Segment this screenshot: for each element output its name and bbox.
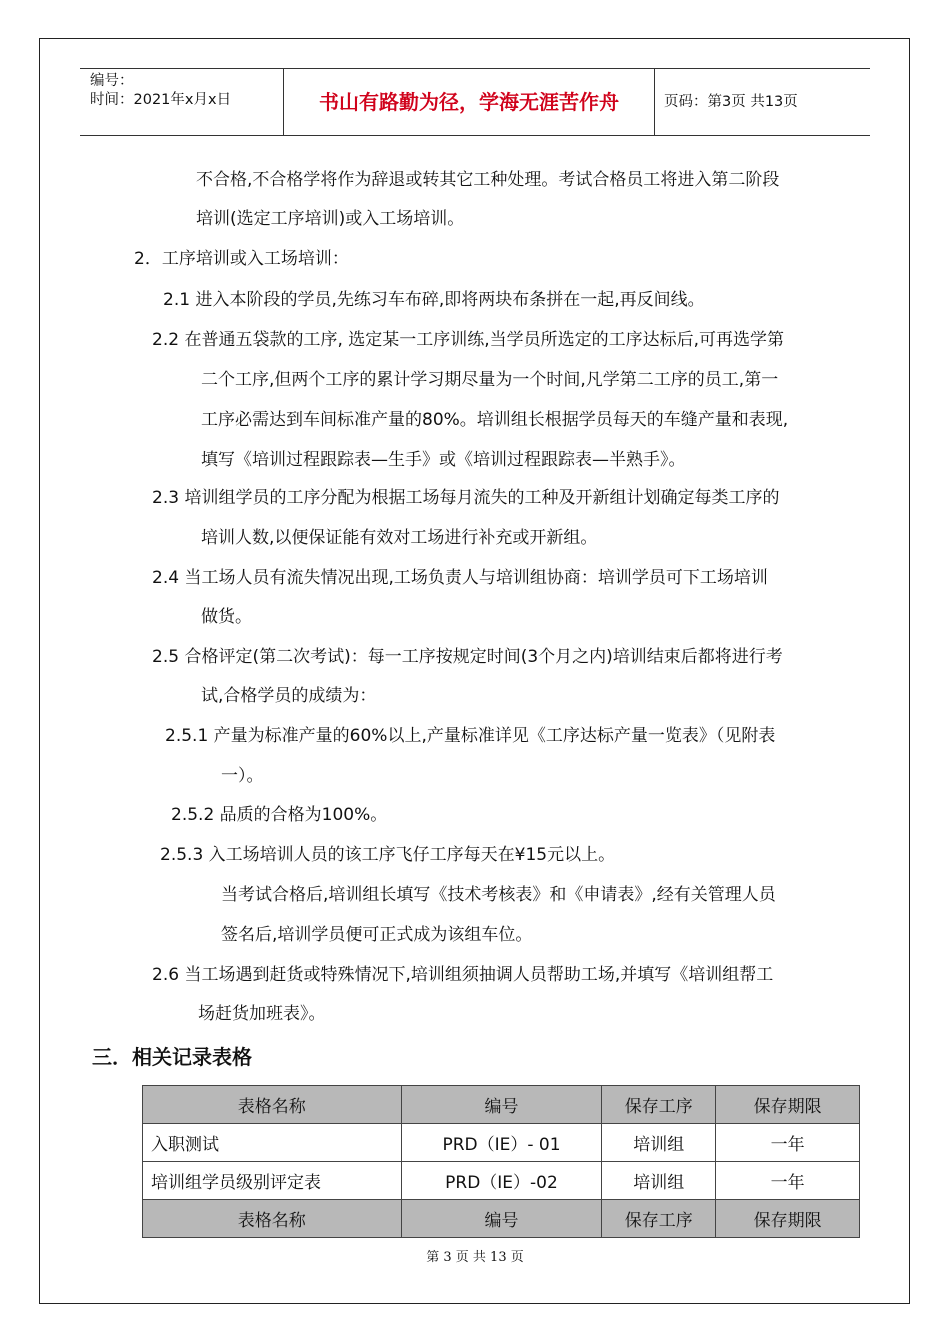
paragraph-line: 培训(选定工序培训)或入工场培训。 <box>196 209 465 229</box>
column-header: 表格名称 <box>143 1086 402 1124</box>
page-footer: 第 3 页 共 13 页 <box>426 1250 524 1265</box>
section-heading-2: 2．工序培训或入工场培训： <box>134 249 349 269</box>
column-header: 保存期限 <box>716 1086 860 1124</box>
table-cell: 一年 <box>716 1162 860 1200</box>
table-header-row <box>143 1200 860 1238</box>
paragraph-line: 做货。 <box>201 607 252 627</box>
column-header: 编号 <box>401 1200 602 1238</box>
date-label: 时间：2021年x月x日 <box>90 92 232 108</box>
table-row <box>143 1162 860 1200</box>
paragraph-line: 二个工序,但两个工序的累计学习期尽量为一个时间,凡学第二工序的员工,第一 <box>201 370 779 390</box>
paragraph-line: 签名后,培训学员便可正式成为该组车位。 <box>221 925 533 945</box>
paragraph-line: 培训人数,以便保证能有效对工场进行补充或开新组。 <box>201 528 598 548</box>
table-cell: 培训组 <box>602 1162 716 1200</box>
paragraph-line: 一）。 <box>221 766 264 786</box>
header-meta <box>80 69 283 135</box>
clause-2-5-2: 2.5.2 品质的合格为100%。 <box>171 805 388 825</box>
paragraph-line: 填写《培训过程跟踪表—生手》或《培训过程跟踪表—半熟手》。 <box>201 450 686 470</box>
clause-2-2: 2.2 在普通五袋款的工序, 选定某一工序训练,当学员所选定的工序达标后,可再选学第 <box>152 330 785 350</box>
number-label: 编号： <box>90 73 134 89</box>
table-cell: 培训组 <box>602 1124 716 1162</box>
clause-2-5-1: 2.5.1 产量为标准产量的60%以上,产量标准详见《工序达标产量一览表》（见附表 <box>165 726 776 746</box>
table-cell: 一年 <box>716 1124 860 1162</box>
header-page-info: 页码：第3页 共13页 <box>664 94 798 110</box>
section-3-title: 三．相关记录表格 <box>92 1045 252 1069</box>
table-row <box>143 1124 860 1162</box>
column-header: 表格名称 <box>143 1200 402 1238</box>
clause-2-1: 2.1 进入本阶段的学员,先练习车布碎,即将两块布条拼在一起,再反间线。 <box>163 290 705 310</box>
column-header: 保存工序 <box>602 1200 716 1238</box>
header-motto: 书山有路勤为径，学海无涯苦作舟 <box>283 69 655 135</box>
paragraph-line: 当考试合格后,培训组长填写《技术考核表》和《申请表》,经有关管理人员 <box>221 885 776 905</box>
clause-2-5-3: 2.5.3 入工场培训人员的该工序飞仔工序每天在¥15元以上。 <box>160 845 616 865</box>
table-cell: PRD（IE）- 01 <box>401 1124 602 1162</box>
column-header: 保存期限 <box>716 1200 860 1238</box>
paragraph-line: 不合格,不合格学将作为辞退或转其它工种处理。考试合格员工将进入第二阶段 <box>196 170 780 190</box>
paragraph-line: 试,合格学员的成绩为： <box>201 686 377 706</box>
table-cell: 入职测试 <box>143 1124 402 1162</box>
paragraph-line: 工序必需达到车间标准产量的80%。培训组长根据学员每天的车缝产量和表现, <box>201 410 789 430</box>
column-header: 保存工序 <box>602 1086 716 1124</box>
clause-2-6: 2.6 当工场遇到赶货或特殊情况下,培训组须抽调人员帮助工场,并填写《培训组帮工 <box>152 965 774 985</box>
column-header: 编号 <box>401 1086 602 1124</box>
table-header-row <box>143 1086 860 1124</box>
clause-2-4: 2.4 当工场人员有流失情况出现,工场负责人与培训组协商：培训学员可下工场培训 <box>152 568 768 588</box>
clause-2-3: 2.3 培训组学员的工序分配为根据工场每月流失的工种及开新组计划确定每类工序的 <box>152 488 780 508</box>
clause-2-5: 2.5 合格评定(第二次考试)：每一工序按规定时间(3个月之内)培训结束后都将进行考 <box>152 647 783 667</box>
records-table <box>142 1085 860 1238</box>
table-cell: 培训组学员级别评定表 <box>143 1162 402 1200</box>
document-header <box>80 68 870 136</box>
table-cell: PRD（IE）-02 <box>401 1162 602 1200</box>
paragraph-line: 场赶货加班表》。 <box>198 1004 326 1024</box>
